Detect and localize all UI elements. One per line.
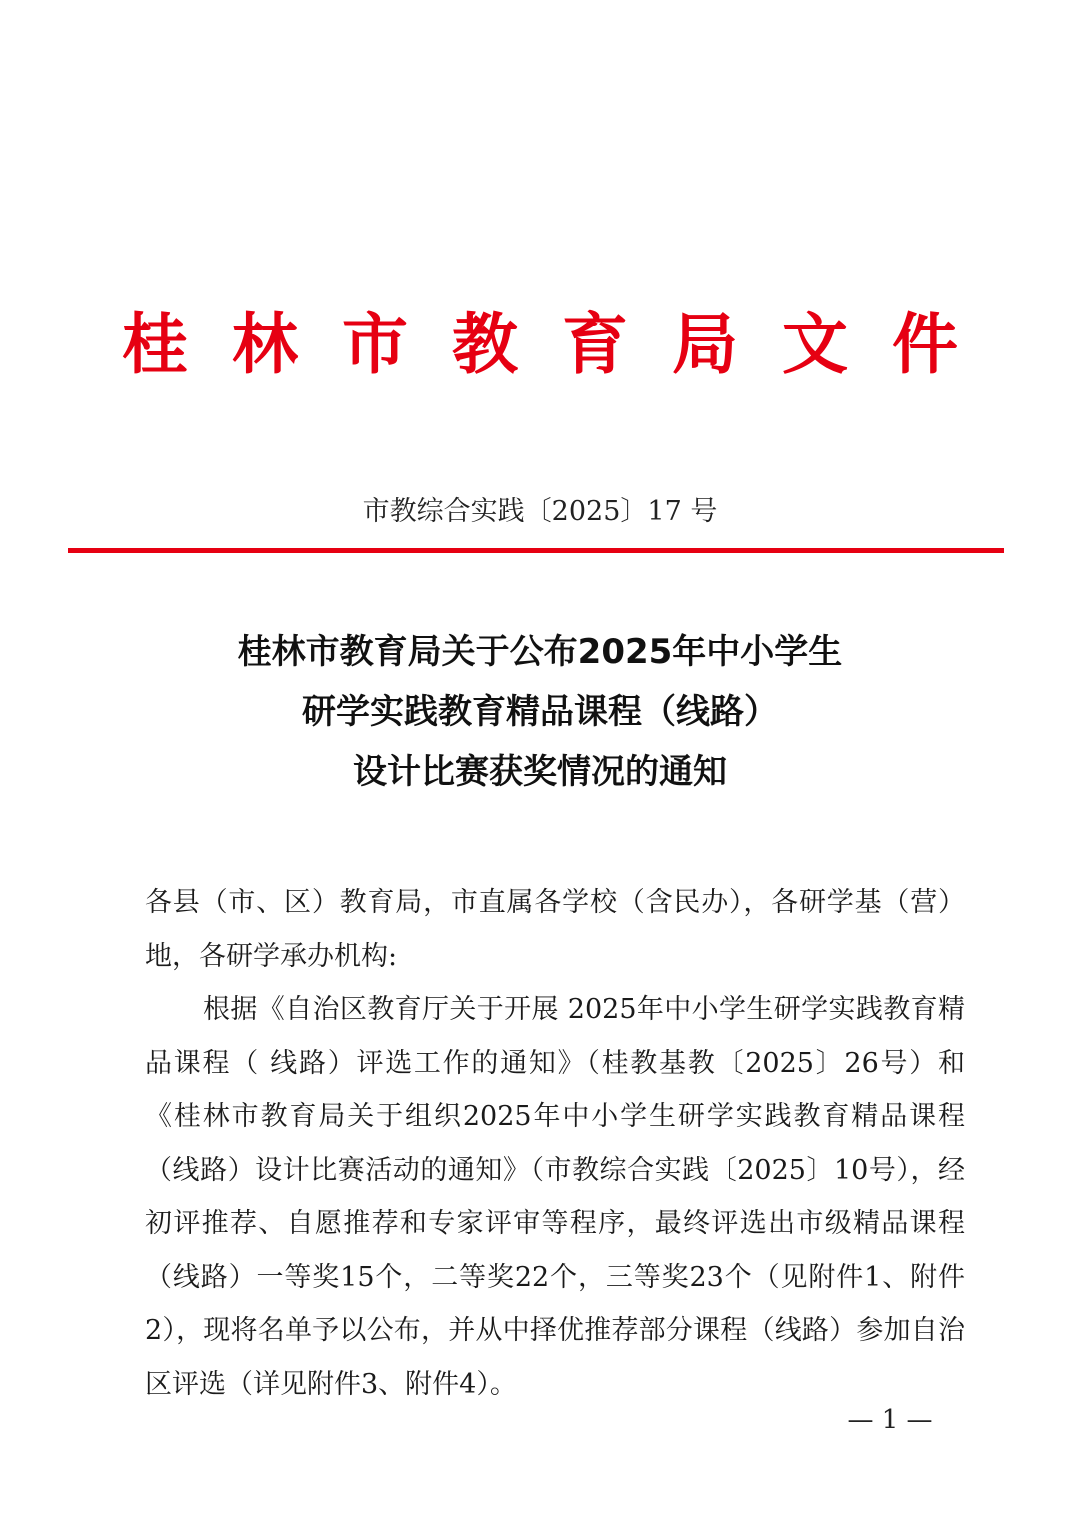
- document-title: [0, 622, 1080, 802]
- addressee-paragraph: 各县（市、区）教育局，市直属各学校（含民办），各研学基（营）地，各研学承办机构:: [145, 887, 965, 972]
- document-body: [145, 876, 965, 1411]
- main-paragraph: 根据《自治区教育厅关于开展 2025年中小学生研学实践教育精品课程（ 线路）评选工作的通知》（桂教基教〔2025〕26号）和《桂林市教育局关于组织2025年中小学生研学实践教育精品课程（线路）设计比赛活动的通知》（市教综合实践〔2025〕10号），经初评推荐、自愿推荐和专家评审等程序，最终评选出市级精品课程（线路）一等奖15个，二等奖22个，三等奖23个（见附件1、附件2），现将名单予以公布，并从中择优推荐部分课程（线路）参加自治区评选（详见附件3、附件4）。: [145, 994, 965, 1400]
- page-number: — 1 —: [847, 1405, 933, 1435]
- title-line-2: 研学实践教育精品课程（线路）: [302, 692, 778, 732]
- title-line-3: 设计比赛获奖情况的通知: [353, 752, 727, 792]
- document-number: 市教综合实践〔2025〕17 号: [362, 496, 718, 527]
- document-masthead: 桂林市教育局文件: [122, 306, 1002, 383]
- red-divider-line: [68, 548, 1004, 553]
- title-line-1: 桂林市教育局关于公布2025年中小学生: [237, 632, 843, 672]
